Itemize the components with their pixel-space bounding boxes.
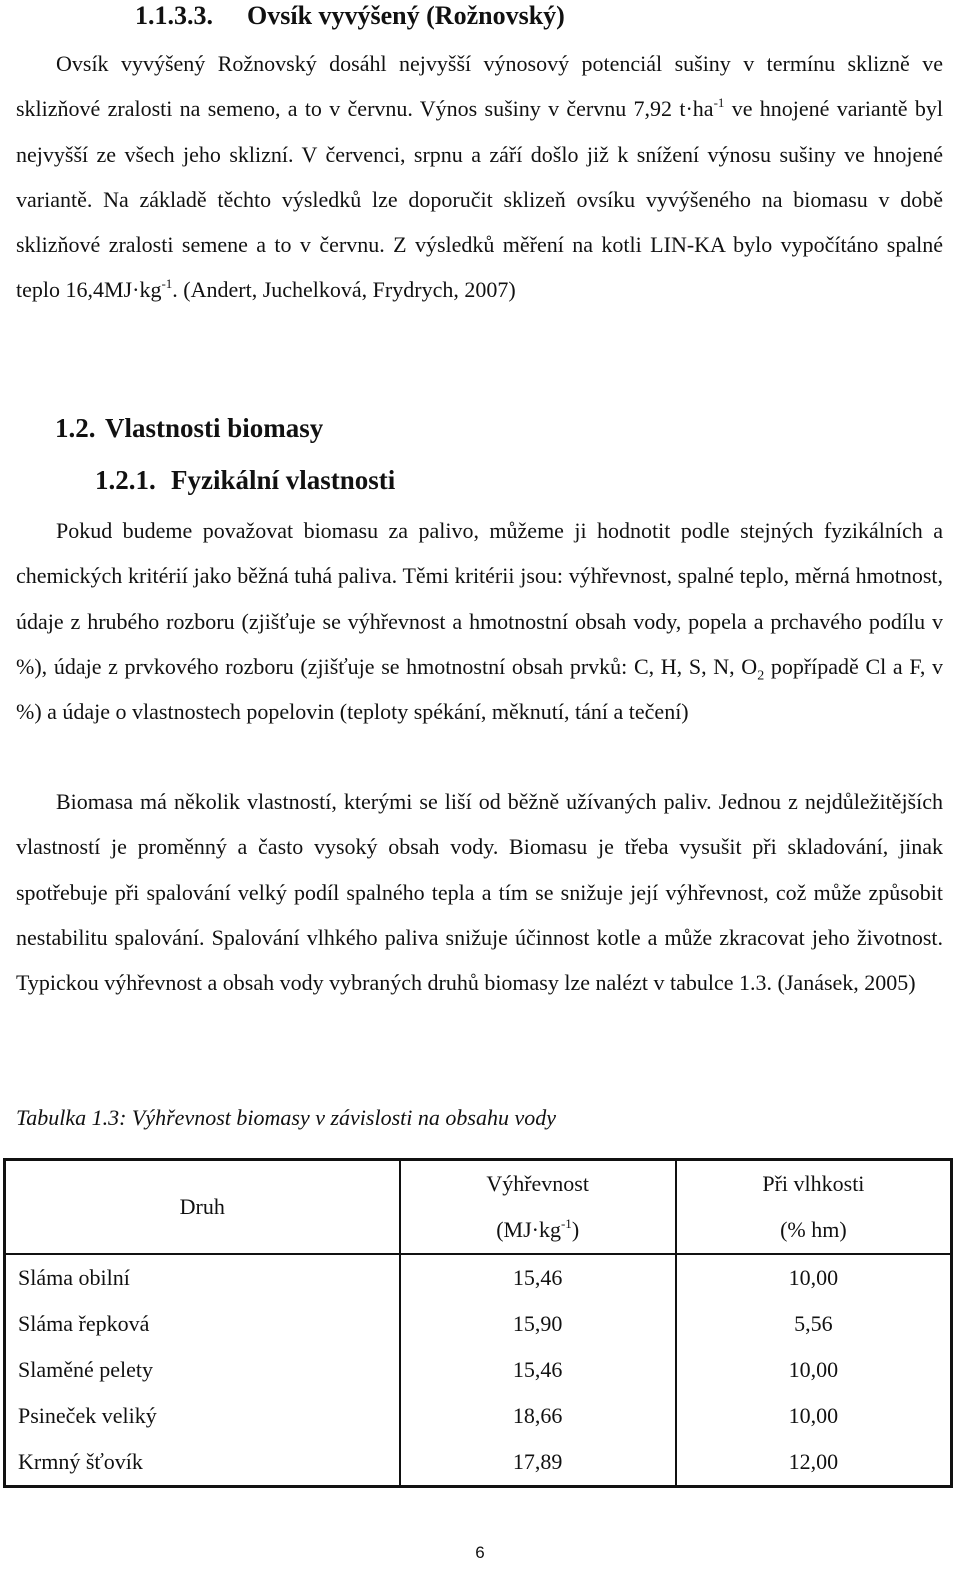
cell-druh: Sláma obilní	[5, 1254, 400, 1301]
paragraph-text: Biomasa má několik vlastností, kterými se liší od běžně užívaných paliv. Jednou z nejdůležitějších vlastností je proměnný a často vysoký obsah vody. Biomasu je třeba vysušit při skladování, jinak spotřebuje při spalování velký podíl spalného tepla a tím se snižuje její výhřevnost, což může způsobit nestabilitu spalování. Spalování vlhkého paliva snižuje účinnost kotle a může zkracovat jeho životnost. Typickou výhřevnost a obsah vody vybraných druhů biomasy lze nalézt v tabulce 1.3. (Janásek, 2005)	[16, 789, 943, 996]
paragraph-text: popřípadě Cl a F, v %) a údaje o vlastnostech popelovin (teploty spékání, měknutí, tání a tečení)	[16, 653, 943, 725]
superscript: -1	[161, 276, 173, 292]
superscript: -1	[560, 1215, 572, 1231]
heading-1-2	[55, 412, 323, 444]
cell-druh: Psineček veliký	[5, 1393, 400, 1439]
header-druh: Druh	[5, 1160, 400, 1255]
page-number: 6	[475, 1543, 485, 1562]
paragraph-text: Pokud budeme považovat biomasu za palivo, můžeme ji hodnotit podle stejných fyzikálních a chemických kritérií jako běžná tuhá paliva. Těmi kritérii jsou: výhřevnost, spalné teplo, měrná hmotnost, údaje z hrubého rozboru (zjišťuje se výhřevnost a hmotnostní obsah vody, popela a prchavého podílu v %), údaje z prvkového rozboru (zjišťuje se hmotnostní obsah prvků: C, H, S, N, O	[16, 518, 943, 679]
paragraph-ovsik	[16, 41, 943, 313]
superscript: -1	[713, 94, 725, 110]
header-vyhrevnost-unit	[400, 1207, 676, 1254]
table-row	[5, 1254, 952, 1301]
cell-vlhkost: 10,00	[676, 1393, 952, 1439]
biomass-table	[3, 1158, 953, 1488]
cell-druh: Krmný šťovík	[5, 1439, 400, 1487]
heading-title: Ovsík vyvýšený (Rožnovský)	[247, 1, 565, 30]
header-vyhrevnost: Výhřevnost	[400, 1160, 676, 1208]
cell-vyhrevnost: 15,90	[400, 1301, 676, 1347]
table-row	[5, 1439, 952, 1487]
cell-vyhrevnost: 17,89	[400, 1439, 676, 1487]
cell-vlhkost: 12,00	[676, 1439, 952, 1487]
cell-vlhkost: 10,00	[676, 1347, 952, 1393]
cell-druh: Slaměné pelety	[5, 1347, 400, 1393]
table-caption: Tabulka 1.3: Výhřevnost biomasy v závislosti na obsahu vody	[16, 1105, 556, 1130]
heading-number: 1.2.1.	[95, 465, 156, 495]
paragraph-text: . (Andert, Juchelková, Frydrych, 2007)	[172, 277, 516, 303]
paragraph-fyzikalni-2	[16, 779, 943, 1005]
heading-1-2-1	[95, 464, 395, 496]
heading-title: Vlastnosti biomasy	[105, 413, 324, 443]
paragraph-text: Ovsík vyvýšený Rožnovský dosáhl nejvyšší výnosový potenciál sušiny v termínu sklizně ve sklizňové zralosti na semeno, a to v červnu. Výnos sušiny v červnu 7,92 t·ha	[16, 51, 943, 122]
header-vlhkost-unit: (% hm)	[676, 1207, 952, 1254]
subscript: 2	[757, 668, 765, 684]
table-row	[5, 1301, 952, 1347]
heading-title: Fyzikální vlastnosti	[171, 465, 396, 495]
table-row	[5, 1347, 952, 1393]
cell-vlhkost: 10,00	[676, 1254, 952, 1301]
heading-1-1-3-3	[135, 0, 565, 32]
cell-vyhrevnost: 15,46	[400, 1254, 676, 1301]
cell-vyhrevnost: 15,46	[400, 1347, 676, 1393]
cell-vyhrevnost: 18,66	[400, 1393, 676, 1439]
heading-number: 1.2.	[55, 413, 96, 443]
unit-text: )	[571, 1217, 580, 1242]
table-row	[5, 1393, 952, 1439]
paragraph-text: ve hnojené variantě byl nejvyšší ze všech jeho sklizní. V červenci, srpnu a září došlo již k snížení výnosu sušiny ve hnojené variantě. Na základě těchto výsledků lze doporučit sklizeň ovsíku vyvýšeného na biomasu v době sklizňové zralosti semene a to v červnu. Z výsledků měření na kotli LIN-KA bylo vypočítáno spalné teplo 16,4MJ·kg	[16, 96, 943, 303]
unit-text: (MJ·kg	[496, 1217, 561, 1242]
heading-number: 1.1.3.3.	[135, 1, 213, 30]
cell-vlhkost: 5,56	[676, 1301, 952, 1347]
table-header-row	[5, 1160, 952, 1208]
cell-druh: Sláma řepková	[5, 1301, 400, 1347]
header-vlhkost: Při vlhkosti	[676, 1160, 952, 1208]
paragraph-fyzikalni-1	[16, 508, 943, 734]
